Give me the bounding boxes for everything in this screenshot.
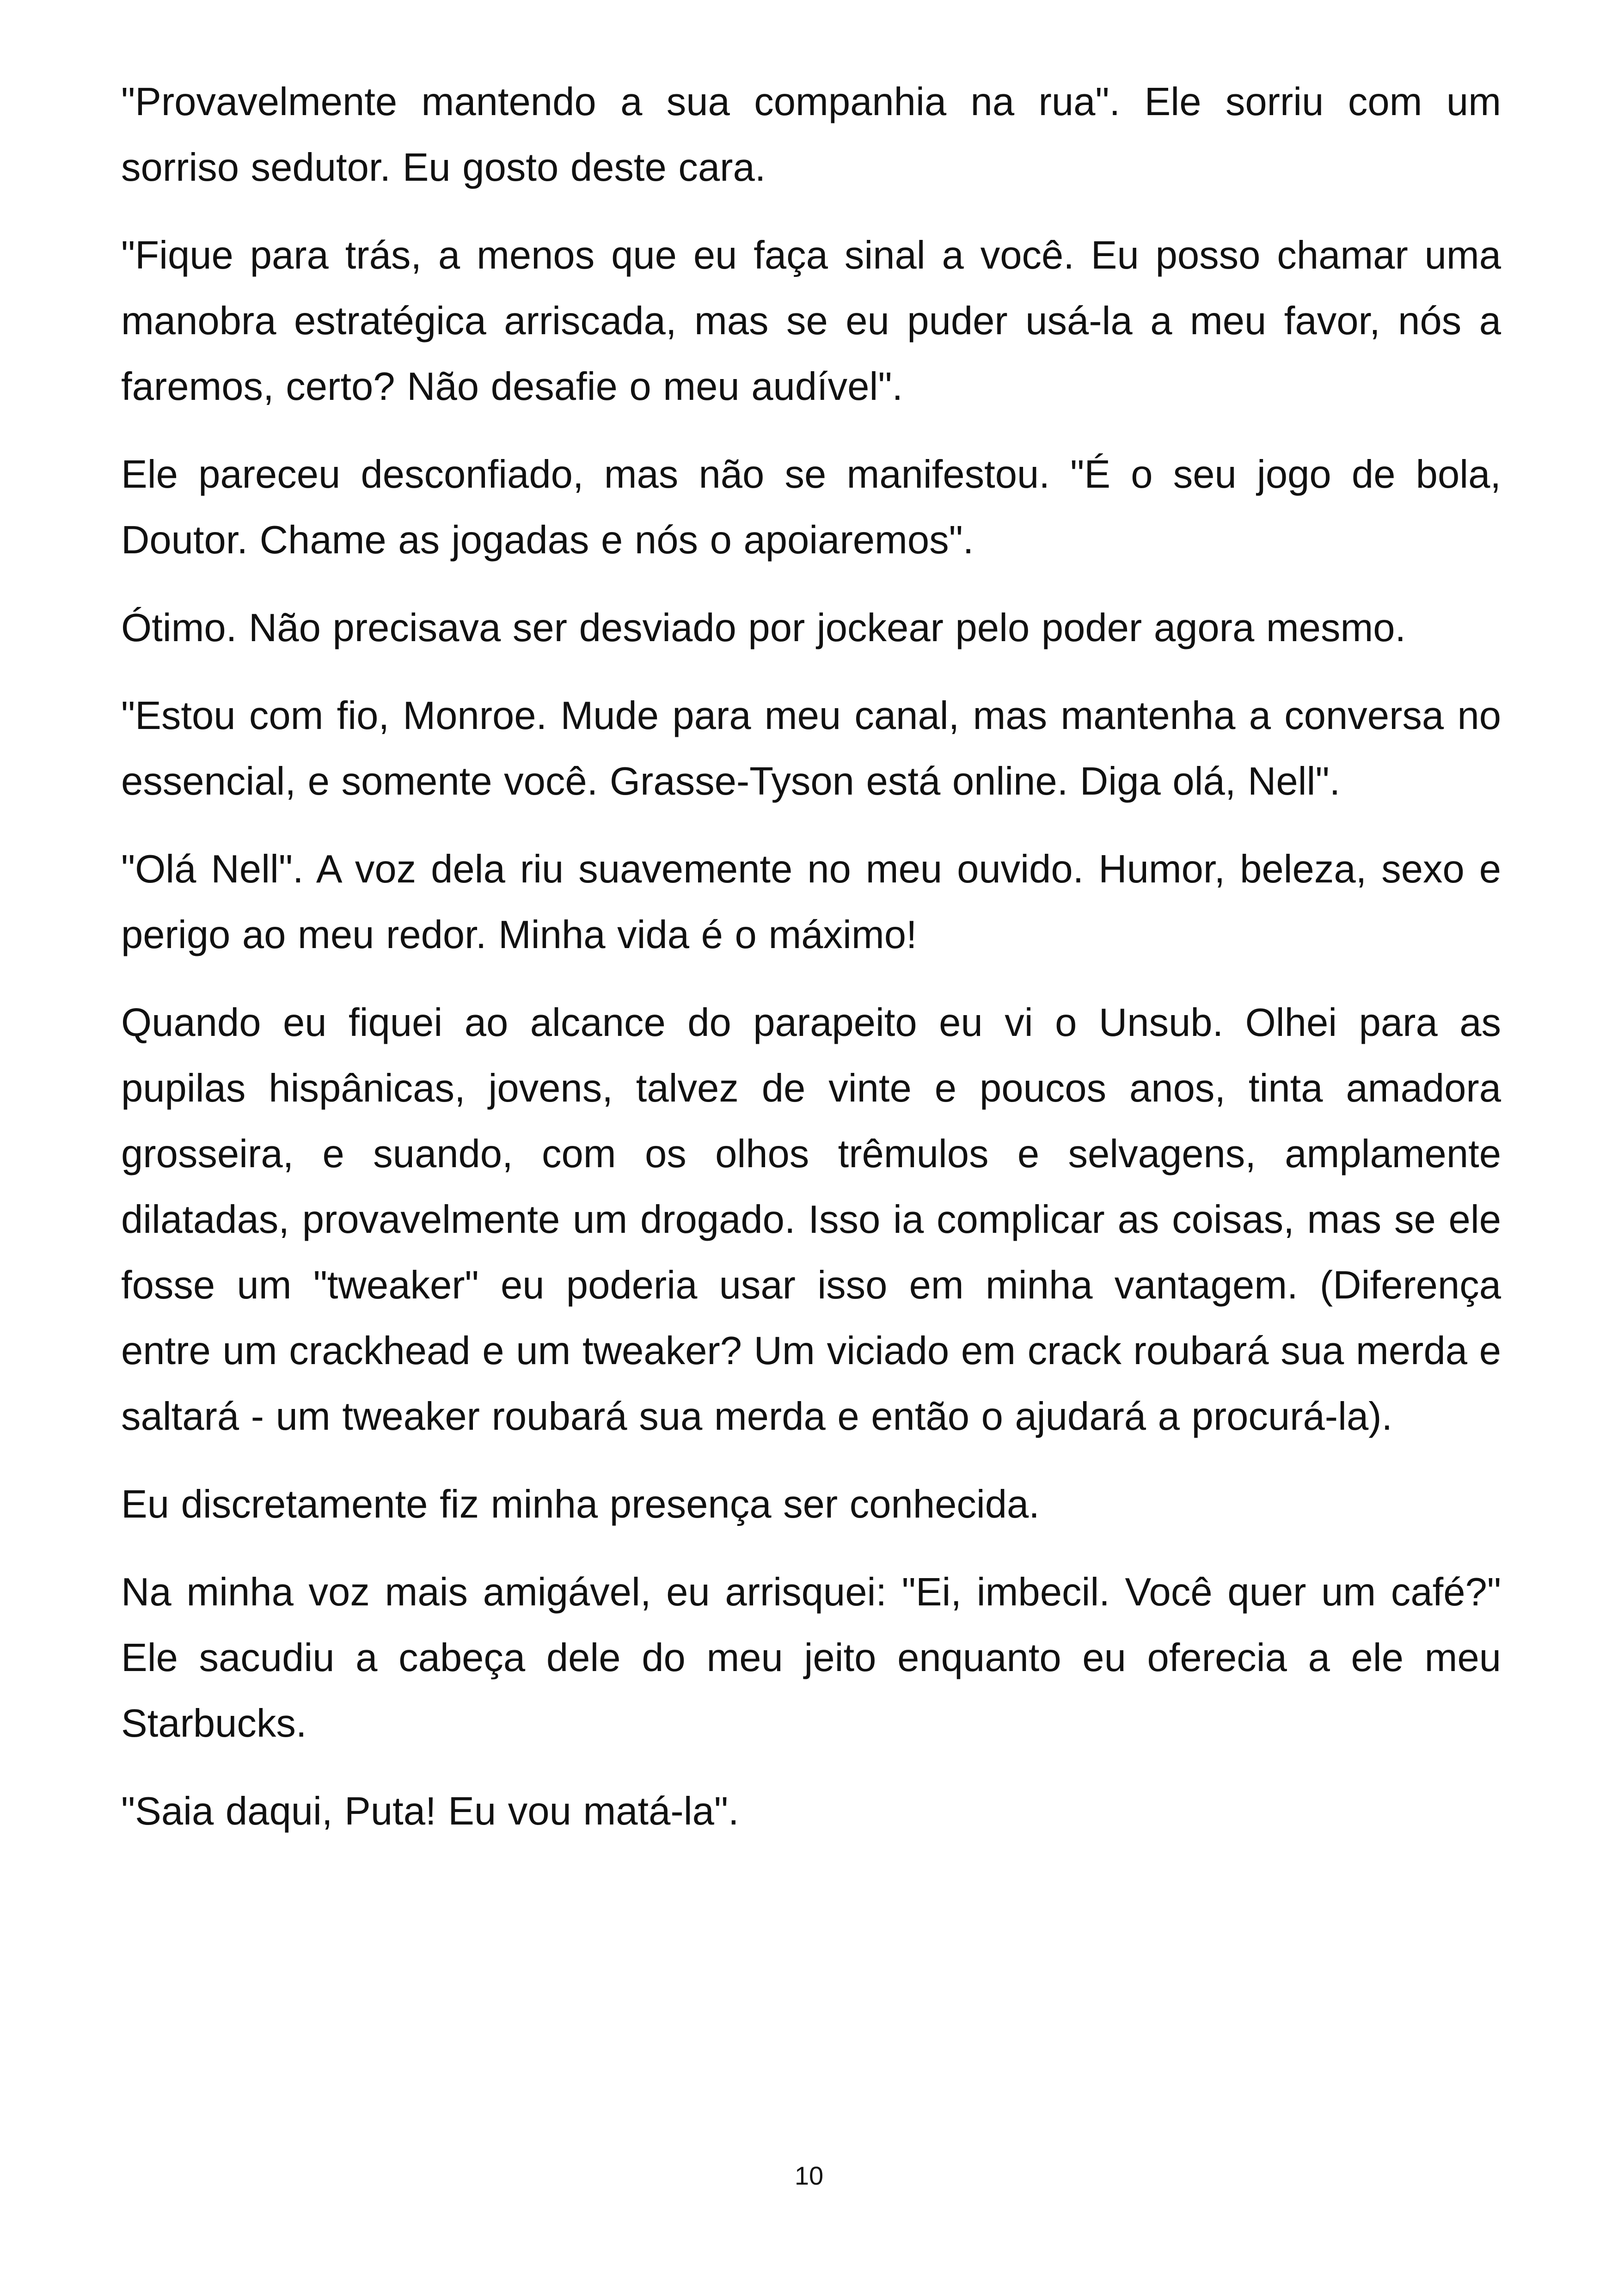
page-number: 10 xyxy=(794,2161,824,2190)
paragraph-10: "Saia daqui, Puta! Eu vou matá-la". xyxy=(121,1789,739,1833)
body-text xyxy=(121,69,1501,1867)
paragraph-9: Na minha voz mais amigável, eu arrisquei: "Ei, imbecil. Você quer um café?" Ele sacudiu a cabeça dele do meu jeito enquanto eu oferecia a ele meu Starbucks. xyxy=(121,1570,1501,1745)
paragraph-6: "Olá Nell". A voz dela riu suavemente no meu ouvido. Humor, beleza, sexo e perigo ao meu redor. Minha vida é o máximo! xyxy=(121,847,1501,957)
paragraph-8: Eu discretamente fiz minha presença ser conhecida. xyxy=(121,1482,1040,1526)
paragraph-3: Ele pareceu desconfiado, mas não se manifestou. "É o seu jogo de bola, Doutor. Chame as jogadas e nós o apoiaremos". xyxy=(121,453,1501,562)
paragraph-4: Ótimo. Não precisava ser desviado por jockear pelo poder agora mesmo. xyxy=(121,606,1406,650)
paragraph-7: Quando eu fiquei ao alcance do parapeito eu vi o Unsub. Olhei para as pupilas hispânicas, jovens, talvez de vinte e poucos anos, tinta amadora grosseira, e suando, com os olhos trêmulos e selvagens, amplamente dilatadas, provavelmente um drogado. Isso ia complicar as coisas, mas se ele fosse um "tweaker" eu poderia usar isso em minha vantagem. (Diferença entre um crackhead e um tweaker? Um viciado em crack roubará sua merda e saltará - um tweaker roubará sua merda e então o ajudará a procurá-la). xyxy=(121,1001,1501,1439)
paragraph-1: "Provavelmente mantendo a sua companhia na rua". Ele sorriu com um sorriso sedutor. Eu gosto deste cara. xyxy=(121,80,1501,190)
paragraph-5: "Estou com fio, Monroe. Mude para meu canal, mas mantenha a conversa no essencial, e somente você. Grasse-Tyson está online. Diga olá, Nell". xyxy=(121,694,1501,803)
paragraph-2: "Fique para trás, a menos que eu faça sinal a você. Eu posso chamar uma manobra estratégica arriscada, mas se eu puder usá-la a meu favor, nós a faremos, certo? Não desafie o meu audível". xyxy=(121,233,1501,409)
